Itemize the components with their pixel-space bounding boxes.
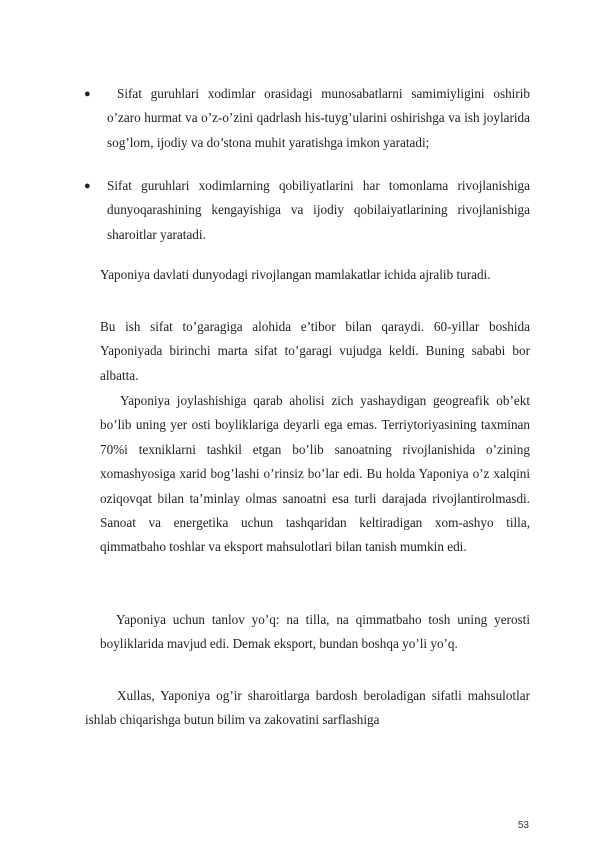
bullet-item-1: Sifat guruhlari xodimlar orasidagi munosabatlarni samimiyligini oshirib o’zaro hurmat va o’z-o’zini qadrlash his-tuyg’ularini oshirishga va ish joylarida sog’lom, ijodiy va do’stona muhit yaratishga imkon yaratadi; [107,86,530,150]
bullet-dot-icon: ● [84,180,91,192]
paragraph-5: Xullas, Yaponiya og’ir sharoitlarga bardosh beroladigan sifatli mahsulotlar ishlab chiqarishga butun bilim va zakovatini sarflashiga [85,688,530,728]
bullet-item-2: Sifat guruhlari xodimlarning qobiliyatlarini har tomonlama rivojlanishiga dunyoqarashining kengayishiga va ijodiy qobilaiyatlarining rivojlanishiga sharoitlar yaratadi. [107,178,530,242]
paragraph-3: Yaponiya joylashishiga qarab aholisi zich yashaydigan geogreafik ob’ekt bo’lib uning yer osti boyliklariga deyarli ega emas. Terriytoriyasining taxminan 70%i texniklarni tashkil etgan bo’lib sanoatning rivojlanishida o’zining xomashyosiga xarid bog’lashi o’rinsiz bo’lar edi. Bu holda Yaponiya o’z xalqini oziqovqat bilan ta’minlay olmas sanoatni esa turli darajada rivojlantirolmasdi. Sanoat va energetika uchun tashqaridan keltiradigan xom-ashyo tilla, qimmatbaho toshlar va eksport mahsulotlari bilan tanish mumkin edi. [100,393,530,555]
page-number: 53 [517,820,529,831]
paragraph-1: Yaponiya davlati dunyodagi rivojlangan mamlakatlar ichida ajralib turadi. [100,267,491,282]
paragraph-2: Bu ish sifat to’garagiga alohida e’tibor bilan qaraydi. 60-yillar boshida Yaponiyada birinchi marta sifat to’garagi vujudga keldi. Buning sababi bor albatta. [100,319,530,383]
bullet-dot-icon: ● [84,88,91,100]
paragraph-4: Yaponiya uchun tanlov yo’q: na tilla, na qimmatbaho tosh uning yerosti boyliklarida mavjud edi. Demak eksport, bundan boshqa yo’li yo’q. [100,612,530,652]
